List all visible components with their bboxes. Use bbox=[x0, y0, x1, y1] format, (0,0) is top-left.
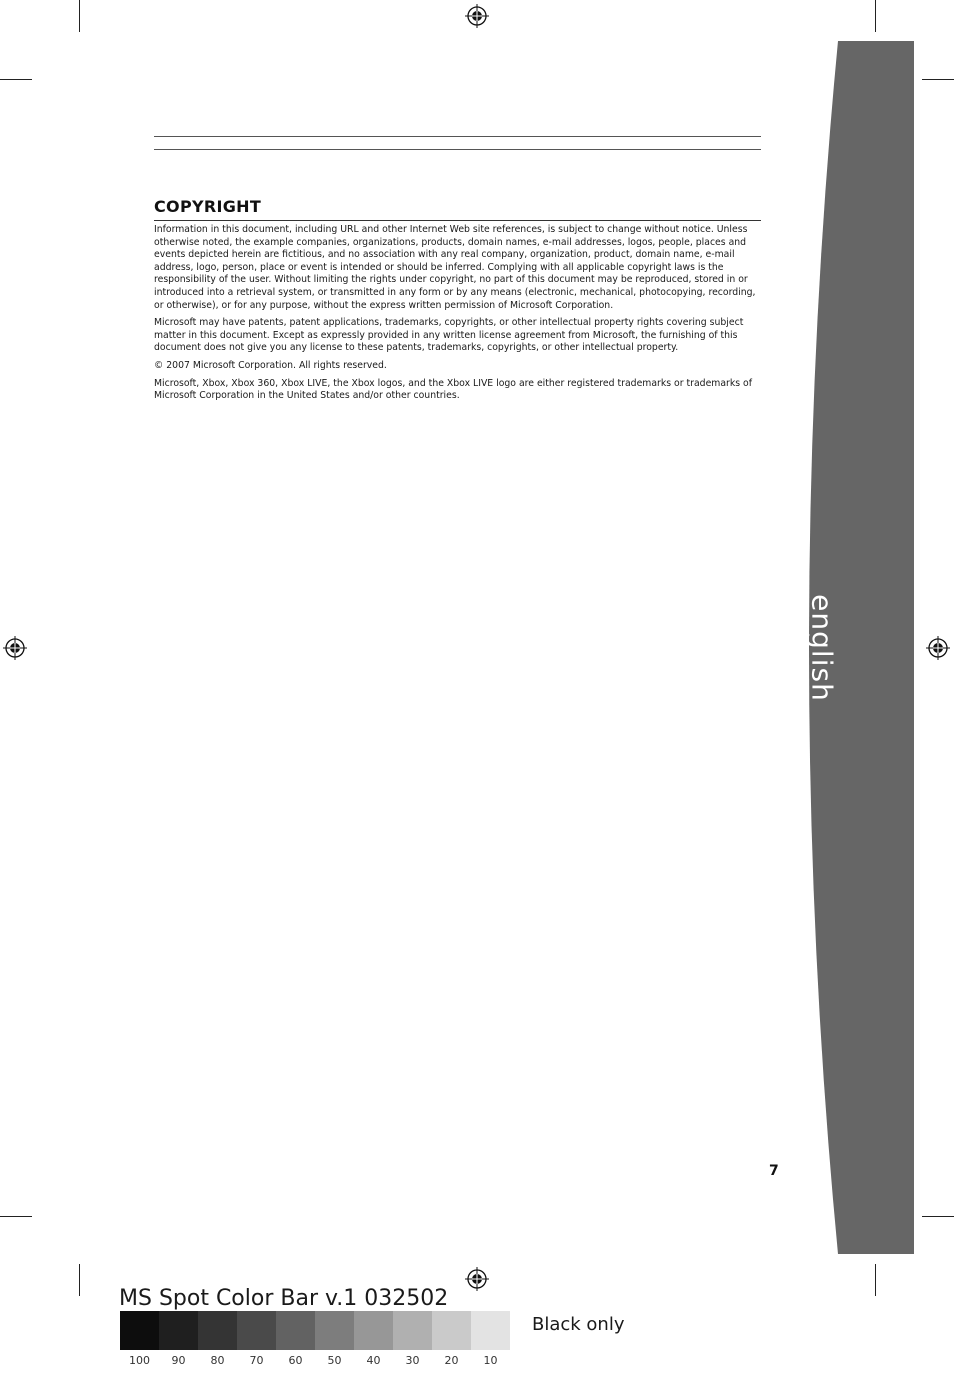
color-bar-note: Black only bbox=[532, 1314, 625, 1335]
copyright-paragraph: © 2007 Microsoft Corporation. All rights reserved. bbox=[154, 359, 387, 371]
color-swatch bbox=[315, 1311, 354, 1350]
color-swatch-label: 100 bbox=[129, 1354, 150, 1367]
copyright-paragraph: Microsoft, Xbox, Xbox 360, Xbox LIVE, the Xbox logos, and the Xbox LIVE logo are either registered trademarks or trademarks of Microsoft Corporation in the United States and/or other countries. bbox=[154, 377, 753, 402]
color-swatch-label: 50 bbox=[327, 1354, 342, 1367]
heading-rule bbox=[154, 220, 761, 221]
color-swatch bbox=[120, 1311, 159, 1350]
color-swatch-label: 70 bbox=[249, 1354, 264, 1367]
color-swatch bbox=[393, 1311, 432, 1350]
registration-mark-icon bbox=[465, 4, 489, 28]
crop-mark bbox=[0, 1216, 32, 1217]
crop-mark bbox=[922, 1216, 954, 1217]
copyright-body bbox=[154, 224, 758, 408]
color-swatch-label: 20 bbox=[444, 1354, 459, 1367]
color-swatch bbox=[471, 1311, 510, 1350]
crop-mark bbox=[875, 1264, 876, 1296]
color-swatch bbox=[237, 1311, 276, 1350]
color-swatch bbox=[276, 1311, 315, 1350]
copyright-paragraph: Information in this document, including URL and other Internet Web site references, is subject to change without notice. Unless otherwise noted, the example companies, organizations, products, domain names, e-mail addresses, logos, people, places and events depicted herein are fictitious, and no association with any real company, organization, product, domain name, e-mail address, logo, person, place or event is intended or should be inferred. Complying with all applicable copyright laws is the responsibility of the user. Without limiting the rights under copyright, no part of this document may be reproduced, stored in or introduced into a retrieval system, or transmitted in any form or by any means (electronic, mechanical, photocopying, recording, or otherwise), or for any purpose, without the express written permission of Microsoft Corporation. bbox=[154, 224, 756, 311]
crop-mark bbox=[79, 1264, 80, 1296]
crop-mark bbox=[875, 0, 876, 32]
crop-mark bbox=[0, 79, 32, 80]
color-bar-title: MS Spot Color Bar v.1 032502 bbox=[119, 1286, 449, 1311]
color-bar-labels bbox=[120, 1354, 510, 1367]
color-swatch bbox=[198, 1311, 237, 1350]
color-swatch bbox=[354, 1311, 393, 1350]
color-bar-swatches bbox=[120, 1311, 510, 1350]
header-rule bbox=[154, 149, 761, 150]
color-swatch bbox=[159, 1311, 198, 1350]
side-tab-label: english bbox=[805, 594, 839, 702]
header-rule bbox=[154, 136, 761, 137]
page-number: 7 bbox=[769, 1163, 779, 1179]
color-swatch-label: 80 bbox=[210, 1354, 225, 1367]
section-heading: COPYRIGHT bbox=[154, 197, 262, 216]
crop-mark bbox=[79, 0, 80, 32]
color-swatch-label: 40 bbox=[366, 1354, 381, 1367]
copyright-paragraph: Microsoft may have patents, patent applications, trademarks, copyrights, or other intellectual property rights covering subject matter in this document. Except as expressly provided in any written license agreement from Microsoft, the furnishing of this document does not give you any license to these patents, trademarks, copyrights, or other intellectual property. bbox=[154, 317, 744, 354]
color-swatch-label: 10 bbox=[483, 1354, 498, 1367]
registration-mark-icon bbox=[3, 636, 27, 660]
color-swatch-label: 90 bbox=[171, 1354, 186, 1367]
color-swatch-label: 60 bbox=[288, 1354, 303, 1367]
color-swatch-label: 30 bbox=[405, 1354, 420, 1367]
crop-mark bbox=[922, 79, 954, 80]
color-swatch bbox=[432, 1311, 471, 1350]
registration-mark-icon bbox=[926, 636, 950, 660]
registration-mark-icon bbox=[465, 1267, 489, 1291]
